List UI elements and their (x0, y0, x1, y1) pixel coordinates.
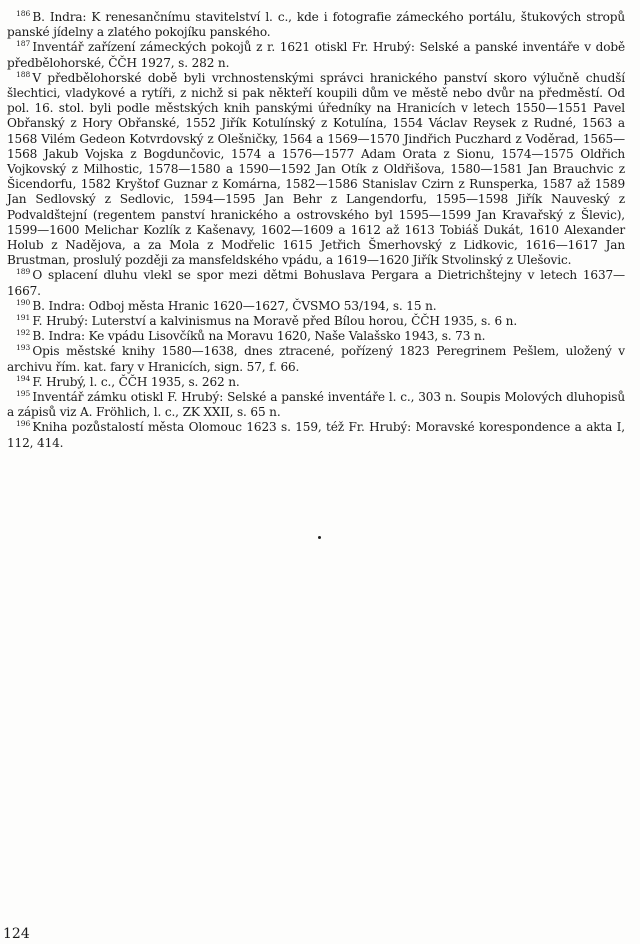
footnote-number: 188 (16, 69, 31, 79)
footnote-text: Opis městské knihy 1580—1638, dnes ztracené, pořízený 1823 Peregrinem Pešlem, uložený v archivu řím. kat. fary v Hranicích, sign. 57, f. 66. (7, 344, 625, 374)
footnote-text: Inventář zařízení zámeckých pokojů z r. 1621 otiskl Fr. Hrubý: Selské a panské inventáře v době předbělohorské, ČČH 1927, s. 282 n. (7, 40, 625, 70)
footnote-number: 191 (16, 313, 31, 323)
footnote (7, 314, 625, 329)
footnote (7, 268, 625, 298)
footnote-number: 196 (16, 419, 31, 429)
footnote (7, 299, 625, 314)
footnote (7, 71, 625, 269)
footnote-number: 194 (16, 373, 31, 383)
footnote-number: 193 (16, 343, 31, 353)
footnote (7, 375, 625, 390)
footnote-number: 187 (16, 39, 31, 49)
footnote-text: B. Indra: Ke vpádu Lisovčíků na Moravu 1620, Naše Valašsko 1943, s. 73 n. (32, 329, 486, 344)
footnote-text: Kniha pozůstalostí města Olomouc 1623 s. 159, též Fr. Hrubý: Moravské korespondence a akta I, 112, 414. (7, 420, 625, 450)
footnote-number: 192 (16, 328, 31, 338)
footnote-text: V předbělohorské době byli vrchnostenskými správci hranického panství skoro výlučně chudší šlechtici, vladykové a rytíři, z nichž si pak někteří koupili dům ve městě nebo dvůr na předměstí. Od pol. 16. stol. byli podle městských knih panskými úředníky na Hranicích v letech 1550—1551 Pavel Obřanský z Hory Obřanské, 1552 Jiřík Kotulínský z Kotulína, 1554 Václav Reysek z Rudné, 1563 a 1568 Vilém Gedeon Kotvrdovský z Olešničky, 1564 a 1569—1570 Jindřich Puczhard z Voděrad, 1565—1568 Jakub Vojska z Bogdunčovic, 1574 a 1576—1577 Adam Orata z Sionu, 1574—1575 Oldřich Vojkovský z Milhostic, 1578—1580 a 1590—1592 Jan Otík z Oldřišova, 1580—1581 Jan Brauchvic z Šicendorfu, 1582 Kryštof Guznar z Komárna, 1582—1586 Stanislav Czirn z Runsperka, 1587 až 1589 Jan Sedlovský z Sedlovic, 1594—1595 Jan Behr z Langendorfu, 1595—1598 Jiřík Nauveský z Podvaldštejní (regentem panství hranického a ostrovského byl 1595—1599 Jan Kravařský z Šlevic), 1599—1600 Melichar Kozlík z Kašenavy, 1602—1609 a 1612 až 1613 Tobiáš Dukát, 1610 Alexander Holub z Nadějova, a za Mola z Modřelic 1615 Jetřich Šmerhovský z Lidkovic, 1616—1617 Jan Brustman, proslulý později za mansfeldského vpádu, a 1619—1620 Jiřík Stvolinský z Ulešovic. (7, 70, 625, 268)
footnote-number: 189 (16, 267, 31, 277)
footnote (7, 420, 625, 450)
footnote-text: O splacení dluhu vlekl se spor mezi dětmi Bohuslava Pergara a Dietrichštejny v letech 1637—1667. (7, 268, 625, 298)
footnote-text: F. Hrubý, l. c., ČČH 1935, s. 262 n. (32, 374, 240, 389)
footnote-text: B. Indra: K renesančnímu stavitelství l. c., kde i fotografie zámeckého portálu, štukových stropů panské jídelny a zlatého pokojíku panského. (7, 10, 625, 40)
footnote-number: 195 (16, 389, 31, 399)
footnotes-block (7, 10, 625, 451)
footnote-text: B. Indra: Odboj města Hranic 1620—1627, ČVSMO 53/194, s. 15 n. (32, 298, 437, 313)
footnote-text: Inventář zámku otiskl F. Hrubý: Selské a panské inventáře l. c., 303 n. Soupis Molových dluhopisů a zápisů viz A. Fröhlich, l. c., ZK XXII, s. 65 n. (7, 390, 625, 420)
footnote (7, 390, 625, 420)
footnote-text: F. Hrubý: Luterství a kalvinismus na Moravě před Bílou horou, ČČH 1935, s. 6 n. (32, 314, 518, 329)
footnote-number: 190 (16, 297, 31, 307)
footnote (7, 329, 625, 344)
footnote-number: 186 (16, 9, 31, 18)
ink-speck (318, 536, 321, 539)
footnote (7, 40, 625, 70)
page-number: 124 (3, 926, 30, 942)
footnote (7, 344, 625, 374)
footnote (7, 10, 625, 40)
